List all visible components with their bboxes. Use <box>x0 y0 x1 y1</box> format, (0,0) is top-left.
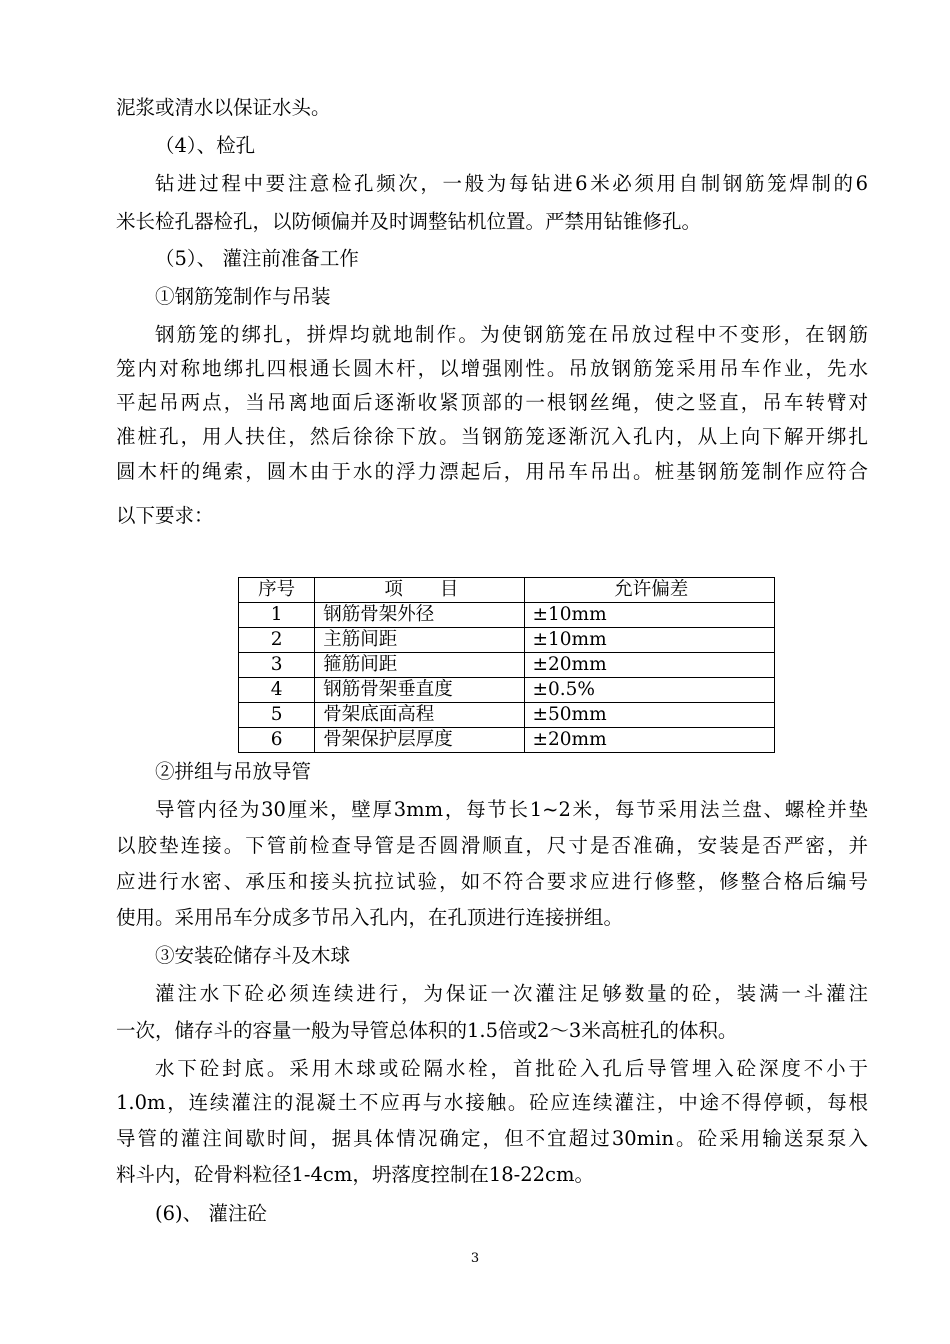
subheading-2: ②拼组与吊放导管 <box>155 760 312 783</box>
table-cell: 钢筋骨架外径 <box>315 603 524 628</box>
paragraph-line: 以下要求： <box>116 504 214 527</box>
paragraph-line: 导管的灌注间歇时间，据具体情况确定，但不宜超过30min。砼采用输送泵泵入 <box>116 1127 868 1150</box>
paragraph-line: 米长检孔器检孔，以防倾偏并及时调整钻机位置。严禁用钻锥修孔。 <box>116 210 702 233</box>
table-cell: ±10mm <box>524 603 775 628</box>
table-row <box>239 703 775 728</box>
paragraph-line: 以胶垫连接。下管前检查导管是否圆滑顺直，尺寸是否准确，安装是否严密，并 <box>116 834 868 857</box>
table-cell: 1 <box>239 603 315 628</box>
table-cell: 5 <box>239 703 315 728</box>
page-number: 3 <box>470 1251 480 1266</box>
paragraph-line: 使用。采用吊车分成多节吊入孔内，在孔顶进行连接拼组。 <box>116 906 624 929</box>
paragraph-continuation: 泥浆或清水以保证水头。 <box>116 96 331 119</box>
table-cell: ±0.5% <box>524 678 775 703</box>
paragraph-line: 笼内对称地绑扎四根通长圆木杆，以增强刚性。吊放钢筋笼采用吊车作业，先水 <box>116 357 868 380</box>
table-header-cell: 项 目 <box>315 578 524 603</box>
subheading-1: ①钢筋笼制作与吊装 <box>155 285 331 308</box>
table-cell: 6 <box>239 728 315 753</box>
paragraph-line: 平起吊两点，当吊离地面后逐渐收紧顶部的一根钢丝绳，使之竖直，吊车转臂对 <box>116 391 868 414</box>
paragraph-line: 钻进过程中要注意检孔频次，一般为每钻进6米必须用自制钢筋笼焊制的6 <box>155 172 868 195</box>
table-cell: ±10mm <box>524 628 775 653</box>
table-header-row <box>239 578 775 603</box>
table-row <box>239 653 775 678</box>
table-cell: 主筋间距 <box>315 628 524 653</box>
paragraph-line: 准桩孔，用人扶住，然后徐徐下放。当钢筋笼逐渐沉入孔内，从上向下解开绑扎 <box>116 425 868 448</box>
paragraph-line: 水下砼封底。采用木球或砼隔水栓，首批砼入孔后导管埋入砼深度不小于 <box>155 1057 868 1080</box>
paragraph-line: 料斗内，砼骨料粒径1-4cm，坍落度控制在18-22cm。 <box>116 1163 594 1186</box>
table-cell: ±20mm <box>524 653 775 678</box>
table-cell: 2 <box>239 628 315 653</box>
paragraph-line: 应进行水密、承压和接头抗拉试验，如不符合要求应进行修整，修整合格后编号 <box>116 870 868 893</box>
table-cell: 骨架保护层厚度 <box>315 728 524 753</box>
table-cell: ±50mm <box>524 703 775 728</box>
table-cell: ±20mm <box>524 728 775 753</box>
table-row <box>239 728 775 753</box>
section-heading-5: （5）、 灌注前准备工作 <box>155 247 359 270</box>
table-header-cell: 序号 <box>239 578 315 603</box>
section-heading-4: （4）、检孔 <box>155 134 256 157</box>
paragraph-line: 1.0m，连续灌注的混凝土不应再与水接触。砼应连续灌注，中途不得停顿，每根 <box>116 1091 868 1114</box>
table-cell: 骨架底面高程 <box>315 703 524 728</box>
paragraph-line: 圆木杆的绳索，圆木由于水的浮力漂起后，用吊车吊出。桩基钢筋笼制作应符合 <box>116 460 868 483</box>
paragraph-line: 一次，储存斗的容量一般为导管总体积的1.5倍或2～3米高桩孔的体积。 <box>116 1019 738 1042</box>
table-row <box>239 603 775 628</box>
paragraph-line: 导管内径为30厘米，壁厚3mm，每节长1~2米，每节采用法兰盘、螺栓并垫 <box>155 798 868 821</box>
table-cell: 钢筋骨架垂直度 <box>315 678 524 703</box>
section-heading-6: (6)、 灌注砼 <box>155 1202 267 1225</box>
table-row <box>239 628 775 653</box>
table-cell: 3 <box>239 653 315 678</box>
paragraph-line: 灌注水下砼必须连续进行，为保证一次灌注足够数量的砼，装满一斗灌注 <box>155 982 868 1005</box>
table-header-cell: 允许偏差 <box>524 578 775 603</box>
table-cell: 4 <box>239 678 315 703</box>
tolerance-table <box>238 577 775 753</box>
subheading-3: ③安装砼储存斗及木球 <box>155 944 351 967</box>
paragraph-line: 钢筋笼的绑扎，拼焊均就地制作。为使钢筋笼在吊放过程中不变形，在钢筋 <box>155 323 868 346</box>
table-cell: 箍筋间距 <box>315 653 524 678</box>
table-row <box>239 678 775 703</box>
